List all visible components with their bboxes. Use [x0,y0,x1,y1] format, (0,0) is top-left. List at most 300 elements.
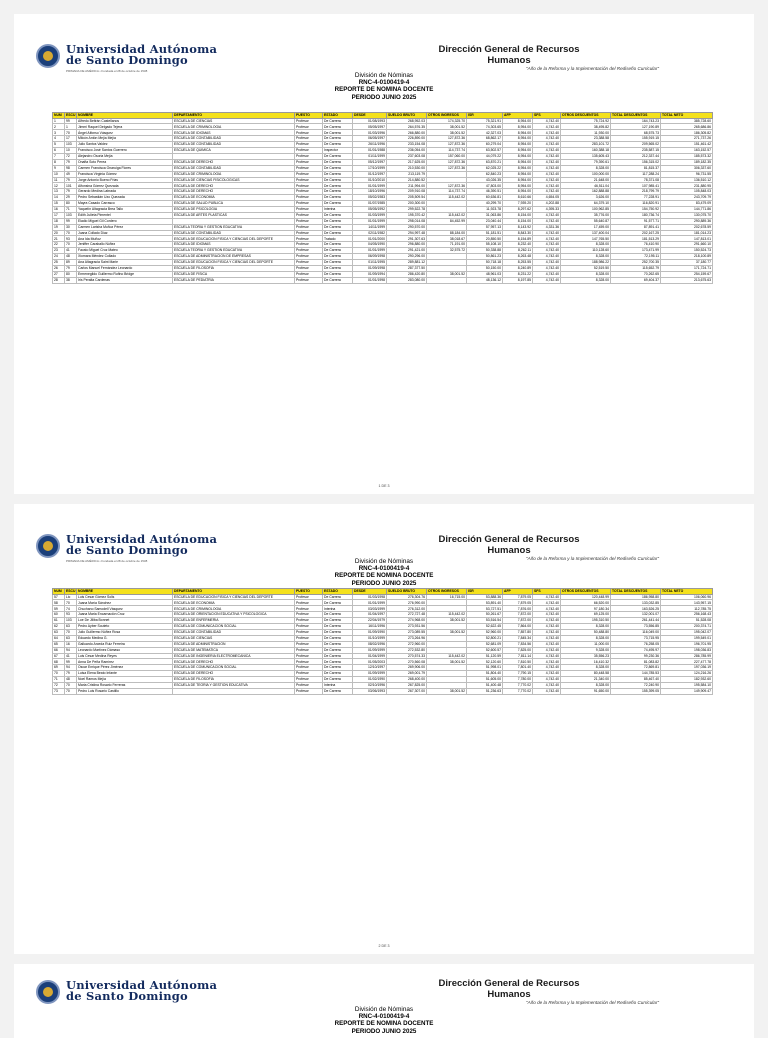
table-cell: 76,258.05 [611,641,661,647]
table-cell: 64,379.10 [561,201,611,207]
table-cell: 35,556.23 [561,653,611,659]
table-cell: ESCUELA DE TEORIA Y GESTION EDUCATIVA [173,682,295,688]
table-cell: 127,872.36 [427,142,467,148]
table-cell: ESCUELA DE DERECHO [173,183,295,189]
table-cell: Profesor [295,635,323,641]
table-cell: 195,370.42 [387,212,427,218]
direction-title [434,978,584,1000]
table-cell: De Carrera [323,165,353,171]
payroll-table [52,112,713,284]
table-cell: 180,736.74 [611,212,661,218]
table-cell: 4,742.40 [533,259,561,265]
table-cell: 38,001.52 [427,130,467,136]
table-cell: Onafta Soto Perea [77,159,173,165]
table-cell: De Carrera [323,265,353,271]
table-cell: Anna De Peña Ramírez [77,659,173,665]
column-header: DEPARTAMENTO [173,589,295,595]
table-cell: 01/02/1990 [353,677,387,683]
table-cell: 265,686.86 [661,124,713,130]
table-row [53,277,713,283]
table-cell: ESCUELA DE EDUCACION FISICA Y CIENCIAS DEL DEPORTE [173,594,295,600]
table-cell: De Carrera [323,248,353,254]
table-cell: 05/05/1992 [353,206,387,212]
table-cell: Maria Cristina Rosario Ferreras [77,682,173,688]
table-cell: 49 [65,171,77,177]
table-cell: 01/12/1997 [353,171,387,177]
table-cell: 124,216.26 [661,671,713,677]
table-cell: 43,026.35 [467,177,503,183]
table-cell: 299,522.78 [387,206,427,212]
table-cell: Ana Altagracia Saint Marie [77,259,173,265]
table-cell: 70 [65,242,77,248]
table-cell: 8,954.00 [503,136,533,142]
table-cell: 37,180.77 [661,259,713,265]
table-cell: 01/01/1988 [353,148,387,154]
table-cell: ESCUELA DE DERECHO [173,671,295,677]
table-cell: Profesor [295,671,323,677]
table-cell: 48 [65,677,77,683]
table-cell: 4,742.40 [533,277,561,283]
table-cell: 296,880.00 [387,242,427,248]
table-cell: 233,154.08 [387,142,427,148]
table-cell: 08/02/1996 [353,641,387,647]
title-period: PERIODO JUNIO 2025 [351,1027,417,1035]
table-cell: Profesor [295,230,323,236]
table-cell: ESCUELA DE COMUNICACION SOCIAL [173,624,295,630]
table-cell: 52,120.60 [467,659,503,665]
table-cell: 80,448.58 [561,671,611,677]
table-cell: Profesor [295,641,323,647]
table-cell: 4,742.40 [533,682,561,688]
table-cell: 79 [65,265,77,271]
table-cell: 290,570.00 [387,224,427,230]
table-cell: 214,880.52 [387,177,427,183]
table-cell: De Carrera [323,612,353,618]
table-cell: 53,888.36 [467,594,503,600]
table-cell: 127,872.36 [427,165,467,171]
table-cell: Alejandro Osoria Mejía [77,153,173,159]
table-cell: De Carrera [323,124,353,130]
table-cell: De Carrera [323,189,353,195]
report-title [14,558,754,587]
table-cell: ESCUELA DE ARTES PLASTICAS [173,212,295,218]
column-header: AFP [503,589,533,595]
table-cell: 38,001.52 [427,618,467,624]
table-cell: 283,080.00 [387,277,427,283]
table-cell: 4,331.36 [533,224,561,230]
table-cell: ESCUELA DE QUIMICA [173,148,295,154]
table-cell: Julio Santos Valdez [77,142,173,148]
table-cell: 112,785.75 [661,606,713,612]
table-cell: 4,742.40 [533,218,561,224]
table-cell: 74 [65,606,77,612]
table-cell: 44,079.22 [467,153,503,159]
table-cell: 20,850.50 [467,236,503,242]
table-cell: Ana Ida Muñoz [77,236,173,242]
table-cell [173,688,295,694]
table-cell: 103 [65,142,77,148]
table-cell: 287,377.50 [387,265,427,271]
table-cell: 4,742.40 [533,153,561,159]
table-cell: 80 [65,201,77,207]
table-cell: Profesor [295,277,323,283]
table-cell: 48 [65,254,77,260]
title-report: REPORTE DE NOMINA DOCENTE [334,86,434,94]
direction-subtitle: "Año de la Reforma y la Implementación del Rediseño Curricular" [526,66,659,71]
table-cell: 16,410.32 [561,659,611,665]
table-cell: 4,742.40 [533,177,561,183]
table-cell: 01/09/1999 [353,671,387,677]
column-header: SUELDO BRUTO [387,113,427,119]
table-cell: De Carrera [323,624,353,630]
table-cell: 8,328.00 [561,165,611,171]
table-cell: 273,931.56 [387,624,427,630]
table-cell: 7,845.34 [503,635,533,641]
table-cell: 55,640.87 [561,218,611,224]
table-cell: ESCUELA DE CRIMINOLOGIA [173,606,295,612]
page-number: 1 DE 3 [378,484,390,488]
table-cell: 21,648.00 [561,177,611,183]
direction-title-line1: Dirección General de Recursos [438,44,580,55]
table-cell: Galluardo Arceda Ruiz Ferreira [77,641,173,647]
table-cell: 51,804.40 [467,671,503,677]
table-cell: 7,810.50 [503,659,533,665]
table-cell: 89 [65,259,77,265]
table-cell: 186,305.82 [661,130,713,136]
table-cell: 10 [53,171,65,177]
page-header [14,14,754,72]
table-cell: 57 [53,594,65,600]
table-cell: 93 [65,236,77,242]
table-cell: Profesor [295,159,323,165]
table-cell: 74,303.65 [467,124,503,130]
table-cell: 5 [53,142,65,148]
table-cell: 01/09/1990 [353,629,387,635]
table-cell: 20 [53,230,65,236]
table-cell: 286,420.80 [387,271,427,277]
table-cell: 127,190.89 [611,124,661,130]
table-cell: 115,652.79 [611,265,661,271]
table-cell: ESCUELA DE MATEMATICA [173,647,295,653]
table-cell: 59 [53,606,65,612]
table-cell: De Carrera [323,600,353,606]
table-cell: 38,001.52 [427,271,467,277]
title-report: REPORTE DE NOMINA DOCENTE [334,1020,434,1028]
table-cell: De Carrera [323,212,353,218]
table-cell: Profesor [295,254,323,260]
report-page-2 [14,504,754,954]
table-cell: 218,100.89 [661,254,713,260]
table-cell: 4,742.40 [533,142,561,148]
column-header: TOTAL NETO [661,589,713,595]
table-cell: Profesor [295,629,323,635]
table-cell: 98 [65,165,77,171]
table-cell: ESCUELA DE ECONOMIA [173,195,295,201]
table-cell: 72,195.11 [611,254,661,260]
document-viewer[interactable] [0,14,768,1038]
table-cell: 202,678.59 [661,224,713,230]
table-cell: 8,954.00 [503,130,533,136]
report-title [14,1006,754,1035]
table-cell: 4,742.40 [533,659,561,665]
table-cell: 210,530.00 [387,165,427,171]
title-rnc: RNC-4-0100419-4 [358,1013,410,1021]
direction-title-line2: Humanos [487,55,531,66]
table-cell: Carmen Francisca Onaruiga Flores [77,165,173,171]
table-cell: 136,510.12 [661,177,713,183]
table-cell: 3,626.00 [561,195,611,201]
table-cell: 8,154.89 [503,236,533,242]
table-cell: 50,150.00 [467,265,503,271]
table-cell: 298,014.08 [387,218,427,224]
table-cell: Luis Cesar Gómez Solis [77,594,173,600]
table-cell: 101 [65,183,77,189]
table-cell: 4,742.40 [533,230,561,236]
table-cell: 47,803.00 [467,183,503,189]
table-cell: 53,891.40 [467,600,503,606]
table-cell: 290,296.00 [387,254,427,260]
table-cell: Profesor [295,659,323,665]
column-header: OTROS INGRESOS [427,589,467,595]
table-cell: 114,737.74 [427,148,467,154]
table-cell: De Carrera [323,118,353,124]
title-rnc: RNC-4-0100419-4 [358,79,410,87]
table-cell: 03/06/1993 [353,688,387,694]
table-cell: 01/11/1999 [353,153,387,159]
table-cell: Jorge Antonio Bueno Frias [77,177,173,183]
table-cell: 01/05/2003 [353,659,387,665]
table-cell: 46,511.04 [561,183,611,189]
table-cell: 143,957.15 [661,600,713,606]
table-cell: 8,954.00 [503,189,533,195]
table-cell: 276,312.00 [387,606,427,612]
table-cell: 46,390.51 [467,189,503,195]
table-cell: 38,001.52 [427,629,467,635]
table-cell: 209,910.08 [387,189,427,195]
table-cell: ESCUELA DE FILOSOFIA [173,677,295,683]
table-cell: 8,328.00 [561,665,611,671]
table-cell: 38,001.52 [427,124,467,130]
table-cell: Profesor [295,201,323,207]
table-cell: 231,880.95 [661,183,713,189]
table-cell: 237,603.08 [387,153,427,159]
table-cell: 76,410.90 [611,242,661,248]
table-cell: 50,718.18 [467,259,503,265]
table-cell: Alfredo Beltrán Castellanos [77,118,173,124]
table-cell: 01/09/1994 [353,271,387,277]
table-cell: 268,952.03 [387,118,427,124]
table-cell: 264,576.35 [387,124,427,130]
table-cell: 4,742.40 [533,136,561,142]
table-cell: 151,461.42 [661,142,713,148]
table-cell: 62 [53,624,65,630]
table-cell: 31,063.86 [467,212,503,218]
table-cell: 99 [65,218,77,224]
table-cell: 144,771.86 [661,206,713,212]
table-cell: 4,742.40 [533,653,561,659]
table-cell: 174,325.70 [427,118,467,124]
table-cell: 155,919.15 [611,136,661,142]
table-cell: Profesor [295,171,323,177]
university-name-line1: Universidad Autónoma [66,978,218,992]
university-seal-icon [36,980,60,1004]
table-cell: De Carrera [323,677,353,683]
table-cell: 01/07/1985 [353,201,387,207]
table-cell: Interina [323,682,353,688]
table-cell: Profesor [295,148,323,154]
table-cell: 53,516.54 [467,618,503,624]
table-cell: 58 [53,600,65,606]
table-cell: 4,742.40 [533,624,561,630]
table-cell: 55,108.10 [467,242,503,248]
table-cell: ESCUELA DE FILOSOFIA [173,265,295,271]
table-cell: 196,701.95 [661,641,713,647]
table-cell: 60,636.81 [467,195,503,201]
table-cell: De Carrera [323,153,353,159]
table-cell: De Carrera [323,277,353,283]
table-cell: ESCUELA DE DERECHO [173,189,295,195]
table-cell: 217,625.00 [387,159,427,165]
table-cell: 11,930.00 [561,130,611,136]
table-cell: 01/04/1997 [353,612,387,618]
table-cell: 182,932.60 [661,677,713,683]
table-cell: 8,843.30 [503,230,533,236]
table-cell: 42,327.03 [467,130,503,136]
university-name-line2: de Santo Domingo [66,543,188,557]
table-cell: 40,299.70 [467,201,503,207]
table-cell: 8,154.00 [503,218,533,224]
table-cell: 289,881.12 [387,259,427,265]
table-cell: 7 [53,153,65,159]
table-cell: 163,152.57 [661,148,713,154]
table-cell: 17/10/1999 [353,165,387,171]
table-cell: 4,742.40 [533,183,561,189]
table-cell: ESCUELA DE EDUCACION FISICA Y CIENCIAS DEL DEPORTE [173,236,295,242]
table-cell: ESCUELA DE PSICOLOGIA [173,206,295,212]
table-cell: 114,737.74 [427,189,467,195]
table-cell: ESCUELA DE CRIMINOLOGIA [173,124,295,130]
table-cell: 385,728.60 [661,118,713,124]
table-cell: 72 [53,682,65,688]
table-cell: 269,001.79 [387,671,427,677]
table-cell: 270,560.08 [387,659,427,665]
table-cell: 91,650.00 [561,688,611,694]
table-cell: 23,388.58 [561,136,611,142]
table-cell: 202,167.25 [611,230,661,236]
table-cell: 291,421.00 [387,248,427,254]
table-cell: 05/02/1983 [353,195,387,201]
table-cell: 120,448.99 [561,594,611,600]
table-cell: 30 [65,224,77,230]
table-cell: Lic [65,594,77,600]
table-cell: 236,054.00 [387,148,427,154]
table-cell: 212,337.44 [611,153,661,159]
column-header: OTROS DESCUENTOS [561,113,611,119]
table-cell: 38,001.52 [427,659,467,665]
direction-subtitle: "Año de la Reforma y la Implementación del Rediseño Curricular" [526,556,659,561]
table-cell: Interina [323,606,353,612]
table-cell: 256,168.43 [661,612,713,618]
table-cell: Profesor [295,600,323,606]
table-cell: 267,825.00 [387,682,427,688]
table-cell: 8,253.55 [503,259,533,265]
table-cell: 75,321.91 [467,118,503,124]
table-cell: 132,001.07 [611,612,661,618]
table-cell: De Carrera [323,254,353,260]
table-cell: De Carrera [323,130,353,136]
table-cell: 70 [65,688,77,694]
table-cell: ESCUELA DE INGENIERIA ELECTROMECANICA [173,653,295,659]
table-cell: 52,622.45 [467,624,503,630]
table-cell: De Carrera [323,629,353,635]
table-cell: 51,998.01 [467,665,503,671]
table-cell: 3 [53,130,65,136]
table-cell: 4,742.40 [533,647,561,653]
table-cell: 115,442.02 [427,212,467,218]
table-cell: 81,815.37 [611,165,661,171]
table-cell: 252,700.35 [611,259,661,265]
column-header: DESDE [353,113,387,119]
table-cell: 235,587.15 [611,148,661,154]
table-cell: 149,909.47 [661,688,713,694]
title-period: PERIODO JUNIO 2025 [351,93,417,101]
university-name-line2: de Santo Domingo [66,53,188,67]
table-cell: Fausto Miguel Cruz Mateo [77,248,173,254]
table-cell: 99 [65,118,77,124]
table-cell: Profesor [295,153,323,159]
university-tagline: PRIMADA DE AMÉRICA • Fundada el 28 de octubre de 1538 [66,559,148,563]
table-cell: 4,742.40 [533,171,561,177]
table-cell: 294,997.48 [387,230,427,236]
table-cell: 4,742.40 [533,189,561,195]
table-cell: 79 [65,671,77,677]
table-cell: De Carrera [323,242,353,248]
table-cell: 8,328.00 [561,277,611,283]
table-cell: De Carrera [323,688,353,694]
table-cell: De Carrera [323,142,353,148]
table-cell: Profesor [295,130,323,136]
table-cell: Carmen Larisha Muñoz Pérez [77,224,173,230]
table-cell: 67 [53,653,65,659]
table-cell: De Carrera [323,635,353,641]
table-cell: 01/10/1999 [353,635,387,641]
table-cell: 62,025.22 [467,165,503,171]
direction-title [434,534,584,556]
table-cell: De Carrera [323,159,353,165]
table-cell: 144,785.53 [611,671,661,677]
table-cell: De Carrera [323,653,353,659]
table-cell: 273,264.96 [387,635,427,641]
table-cell: ESCUELA DE CONTABILIDAD [173,629,295,635]
table-cell: 8,954.00 [503,124,533,130]
table-cell: 4,742.40 [533,271,561,277]
table-cell: 48,961.03 [467,271,503,277]
table-cell: 23 [53,248,65,254]
table-cell: Profesor [295,195,323,201]
table-cell: 163,526.25 [611,606,661,612]
table-cell: 7,770.02 [503,688,533,694]
table-cell: 8,328.00 [561,271,611,277]
table-cell: 69 [53,665,65,671]
table-cell: 4 [53,136,65,142]
table-cell: 116,820.91 [611,201,661,207]
table-cell: 147,813.01 [661,236,713,242]
table-row [53,688,713,694]
table-cell: Juana Maria Encarnación Cruz [77,612,173,618]
table-cell: Profesor [295,618,323,624]
table-cell: 24 [53,254,65,260]
table-cell: 195,584.10 [661,682,713,688]
